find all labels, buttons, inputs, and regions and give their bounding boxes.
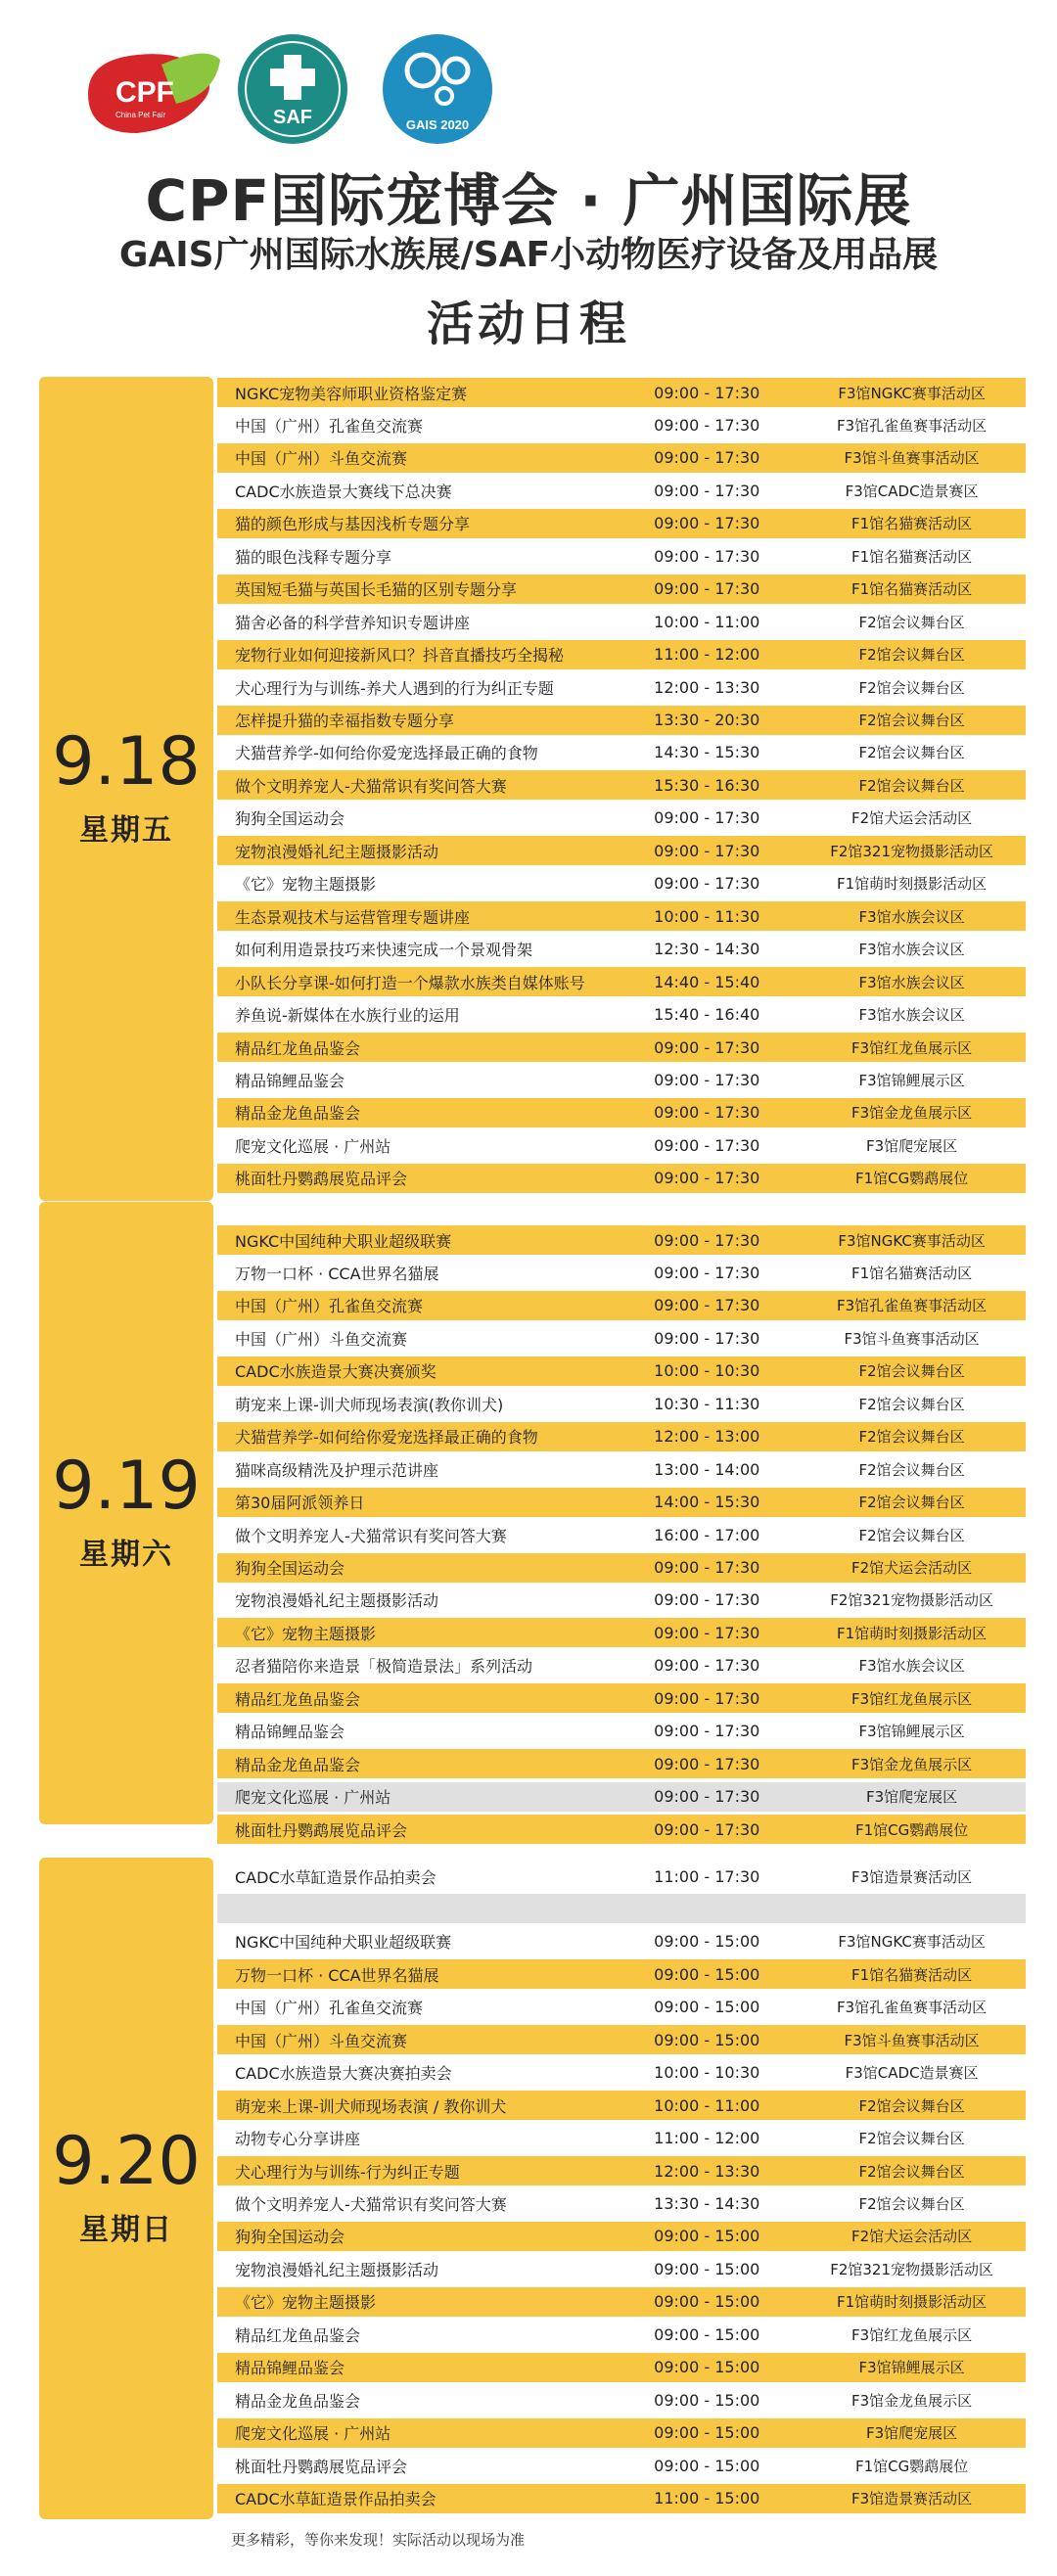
event-row — [217, 1164, 1026, 1193]
event-location: F3馆红龙鱼展示区 — [851, 1689, 973, 1708]
event-row — [217, 1927, 1026, 1956]
event-location: F3馆金龙鱼展示区 — [851, 1755, 973, 1773]
event-row — [217, 640, 1026, 669]
event-location: F2馆会议舞台区 — [858, 1428, 965, 1447]
day-weekday: 星期五 — [79, 813, 173, 848]
event-location: F2馆会议舞台区 — [858, 1362, 965, 1381]
event-name: 爬宠文化巡展 · 广州站 — [235, 1136, 391, 1156]
event-time: 09:00 - 15:00 — [654, 2227, 760, 2246]
event-name: 猫的眼色浅释专题分享 — [235, 547, 392, 567]
event-location: F3馆锦鲤展示区 — [858, 1071, 965, 1089]
event-name: 动物专心分享讲座 — [235, 2130, 361, 2149]
day-date: 9.20 — [52, 2123, 201, 2200]
event-time: 13:00 - 14:00 — [654, 1459, 760, 1479]
event-row — [217, 2156, 1026, 2185]
event-location: F3馆水族会议区 — [858, 1006, 965, 1025]
event-name: NGKC中国纯种犬职业超级联赛 — [235, 1933, 452, 1953]
event-name: 精品锦鲤品鉴会 — [235, 1071, 345, 1090]
event-location: F1馆萌时刻摄影活动区 — [837, 2293, 988, 2312]
event-time: 09:00 - 17:30 — [654, 481, 760, 500]
event-time: 09:00 - 17:30 — [654, 1070, 760, 1089]
day-weekday: 星期日 — [79, 2213, 173, 2247]
event-location: F2馆会议舞台区 — [858, 712, 965, 729]
event-time: 15:30 - 16:30 — [654, 775, 760, 795]
event-location: F2馆会议舞台区 — [858, 744, 965, 762]
event-location: F3馆孔雀鱼赛事活动区 — [837, 1999, 988, 2017]
cpf-logo-text: CPF — [115, 76, 174, 109]
event-name: CADC水族造景大赛线下总决赛 — [235, 482, 452, 501]
event-row — [217, 1815, 1026, 1844]
event-row — [217, 1520, 1026, 1549]
event-time: 09:00 - 15:00 — [654, 2456, 760, 2475]
day-date: 9.18 — [52, 723, 201, 801]
event-location: F1馆名猫赛活动区 — [851, 580, 973, 599]
logo-bar — [0, 27, 1057, 155]
event-row — [217, 2189, 1026, 2219]
event-name: 桃面牡丹鹦鹉展览品评会 — [235, 2457, 408, 2476]
event-time: 09:00 - 17:30 — [654, 415, 760, 435]
event-time: 09:00 - 17:30 — [654, 1328, 760, 1348]
event-name: 精品金龙鱼品鉴会 — [235, 1755, 361, 1774]
event-location: F3馆NGKC赛事活动区 — [838, 1231, 986, 1250]
event-name: 狗狗全国运动会 — [235, 1559, 345, 1578]
event-row — [217, 672, 1026, 702]
event-row — [217, 901, 1026, 931]
event-time: 09:00 - 17:30 — [654, 1037, 760, 1057]
event-name: 中国（广州）斗鱼交流赛 — [235, 1329, 408, 1349]
event-row — [217, 1000, 1026, 1030]
event-location: F3馆水族会议区 — [858, 973, 965, 991]
event-location: F3馆斗鱼赛事活动区 — [844, 449, 980, 468]
event-time: 14:30 - 15:30 — [654, 743, 760, 762]
event-time: 13:30 - 14:30 — [654, 2194, 760, 2213]
event-name: 桃面牡丹鹦鹉展览品评会 — [235, 1170, 408, 1189]
event-time: 16:00 - 17:00 — [654, 1525, 760, 1544]
event-location: F1馆名猫赛活动区 — [851, 1965, 973, 1984]
event-row — [217, 1553, 1026, 1583]
event-row — [217, 1782, 1026, 1812]
event-name: 爬宠文化巡展 · 广州站 — [235, 1788, 391, 1808]
event-location: F2馆会议舞台区 — [858, 646, 965, 665]
event-row — [217, 1323, 1026, 1353]
event-row — [217, 1258, 1026, 1287]
event-location: F2馆会议舞台区 — [858, 1494, 965, 1512]
event-name: 万物一口杯 · CCA世界名猫展 — [235, 1264, 439, 1283]
event-row — [217, 1033, 1026, 1062]
event-row — [217, 1894, 1026, 1923]
event-time: 09:00 - 15:00 — [654, 2423, 760, 2443]
event-location: F3馆孔雀鱼赛事活动区 — [837, 1297, 988, 1315]
event-row — [217, 575, 1026, 604]
event-time: 09:00 - 15:00 — [654, 2324, 760, 2344]
event-time: 09:00 - 17:30 — [654, 383, 760, 402]
event-location: F2馆321宠物摄影活动区 — [830, 842, 993, 860]
event-name: CADC水草缸造景作品拍卖会 — [235, 2490, 437, 2509]
page-title: CPF国际宠博会 · 广州国际展 — [145, 167, 912, 234]
event-row — [217, 706, 1026, 735]
section-title: 活动日程 — [426, 297, 630, 351]
event-time: 09:00 - 17:30 — [654, 1787, 760, 1807]
event-name: 《它》宠物主题摄影 — [235, 875, 377, 895]
event-name: 精品锦鲤品鉴会 — [235, 2359, 345, 2378]
event-row — [217, 541, 1026, 571]
event-row — [217, 1065, 1026, 1094]
event-row — [217, 2418, 1026, 2448]
event-time: 09:00 - 17:30 — [654, 1590, 760, 1610]
event-name: 萌宠来上课-训犬师现场表演(教你训犬) — [235, 1395, 504, 1414]
event-name: 精品红龙鱼品鉴会 — [235, 2325, 361, 2345]
event-location: F3馆锦鲤展示区 — [858, 1723, 965, 1741]
gais-logo-icon — [380, 31, 495, 147]
event-name: 做个文明养宠人-犬猫常识有奖问答大赛 — [235, 2195, 507, 2214]
event-name: 中国（广州）孔雀鱼交流赛 — [235, 416, 424, 436]
event-location: F2馆会议舞台区 — [858, 1395, 965, 1413]
event-name: 狗狗全国运动会 — [235, 2228, 345, 2247]
event-location: F2馆321宠物摄影活动区 — [830, 1591, 993, 1610]
event-name: 猫咪高级精洗及护理示范讲座 — [235, 1460, 439, 1480]
event-time: 09:00 - 17:30 — [654, 1296, 760, 1315]
event-location: F3馆水族会议区 — [858, 907, 965, 926]
event-time: 09:00 - 17:30 — [654, 546, 760, 566]
event-row — [217, 1357, 1026, 1386]
event-row — [217, 1862, 1026, 1891]
event-time: 09:00 - 17:30 — [654, 1656, 760, 1676]
event-name: 中国（广州）孔雀鱼交流赛 — [235, 1999, 424, 2018]
event-name: 宠物行业如何迎接新风口？抖音直播技巧全揭秘 — [235, 646, 565, 666]
event-row — [217, 2353, 1026, 2382]
event-location: F2馆犬运会活动区 — [851, 2228, 973, 2246]
event-name: 中国（广州）斗鱼交流赛 — [235, 2031, 408, 2050]
event-location: F1馆名猫赛活动区 — [851, 515, 973, 533]
event-row — [217, 509, 1026, 538]
event-time: 09:00 - 17:30 — [654, 1754, 760, 1773]
event-location: F3馆爬宠展区 — [866, 2424, 958, 2443]
event-row — [217, 1959, 1026, 1989]
event-name: 生态景观技术与运营管理专题讲座 — [235, 907, 471, 927]
event-row — [217, 1749, 1026, 1778]
event-name: 怎样提升猫的幸福指数专题分享 — [235, 712, 455, 730]
event-row — [217, 2451, 1026, 2480]
event-time: 09:00 - 17:30 — [654, 1263, 760, 1282]
event-location: F2馆会议舞台区 — [858, 2162, 965, 2181]
event-location: F2馆会议舞台区 — [858, 1460, 965, 1479]
event-row — [217, 1618, 1026, 1647]
day-date: 9.19 — [52, 1448, 201, 1525]
event-row — [217, 967, 1026, 996]
day-card — [39, 1858, 213, 2519]
event-time: 09:00 - 17:30 — [654, 579, 760, 599]
event-name: 做个文明养宠人-犬猫常识有奖问答大赛 — [235, 776, 507, 796]
event-time: 09:00 - 15:00 — [654, 2030, 760, 2049]
page-subtitle: GAIS广州国际水族展/SAF小动物医疗设备及用品展 — [118, 235, 939, 275]
event-name: 宠物浪漫婚礼纪主题摄影活动 — [235, 1591, 439, 1611]
event-time: 14:00 - 15:30 — [654, 1493, 760, 1512]
event-time: 09:00 - 17:30 — [654, 448, 760, 468]
event-row — [217, 935, 1026, 964]
event-row — [217, 804, 1026, 833]
event-row — [217, 2058, 1026, 2088]
event-row — [217, 1651, 1026, 1680]
event-location: F1馆CG鹦鹉展位 — [854, 2457, 969, 2475]
event-name: 犬猫营养学-如何给你爱宠选择最正确的食物 — [235, 744, 538, 763]
event-location: F3馆斗鱼赛事活动区 — [844, 2031, 980, 2049]
event-location: F3馆CADC造景赛区 — [845, 2064, 979, 2083]
event-time: 15:40 - 16:40 — [654, 1005, 760, 1025]
event-name: NGKC宠物美容师职业资格鉴定赛 — [235, 384, 468, 403]
event-row — [217, 1717, 1026, 1746]
cpf-logo-icon — [69, 45, 225, 143]
event-location: F1馆名猫赛活动区 — [851, 547, 973, 566]
event-name: 萌宠来上课-训犬师现场表演 / 教你训犬 — [235, 2096, 507, 2116]
saf-logo-icon — [235, 31, 350, 147]
saf-logo-text: SAF — [273, 107, 312, 128]
event-time: 12:00 - 13:30 — [654, 677, 760, 697]
event-name: 精品金龙鱼品鉴会 — [235, 2391, 361, 2411]
footer-note: 更多精彩，等你来发现！实际活动以现场为准 — [231, 2531, 526, 2549]
event-time: 11:00 - 15:00 — [654, 2489, 760, 2508]
event-row — [217, 378, 1026, 407]
event-location: F3馆NGKC赛事活动区 — [838, 384, 986, 402]
event-time: 09:00 - 15:00 — [654, 1932, 760, 1952]
event-location: F2馆321宠物摄影活动区 — [830, 2260, 993, 2278]
event-row — [217, 770, 1026, 800]
event-name: 猫舍必备的科学营养知识专题讲座 — [235, 613, 471, 632]
event-row — [217, 2320, 1026, 2349]
event-time: 13:30 - 20:30 — [654, 711, 760, 729]
event-time: 09:00 - 15:00 — [654, 1964, 760, 1984]
cpf-logo-subtext: China Pet Fair — [115, 111, 166, 119]
event-row — [217, 2025, 1026, 2054]
event-location: F3馆金龙鱼展示区 — [851, 1104, 973, 1123]
event-time: 09:00 - 15:00 — [654, 2292, 760, 2312]
event-name: 精品锦鲤品鉴会 — [235, 1723, 345, 1742]
event-time: 09:00 - 17:30 — [654, 1103, 760, 1123]
event-location: F1馆萌时刻摄影活动区 — [837, 1624, 988, 1642]
event-time: 09:00 - 17:30 — [654, 1558, 760, 1577]
event-name: 万物一口杯 · CCA世界名猫展 — [235, 1965, 439, 1985]
event-location: F2馆犬运会活动区 — [851, 1559, 973, 1577]
event-time: 09:00 - 17:30 — [654, 841, 760, 860]
event-name: 养鱼说-新媒体在水族行业的运用 — [235, 1006, 460, 1026]
event-time: 09:00 - 15:00 — [654, 2358, 760, 2377]
event-time: 10:00 - 11:00 — [654, 2095, 760, 2115]
event-location: F3馆爬宠展区 — [866, 1788, 958, 1807]
event-row — [217, 1993, 1026, 2022]
event-row — [217, 443, 1026, 473]
event-location: F1馆名猫赛活动区 — [851, 1264, 973, 1282]
event-location: F3馆斗鱼赛事活动区 — [844, 1329, 980, 1348]
event-time: 09:00 - 17:30 — [654, 808, 760, 828]
event-location: F2馆会议舞台区 — [858, 2130, 965, 2148]
event-name: 猫的颜色形成与基因浅析专题分享 — [235, 515, 471, 534]
day-card — [39, 1202, 213, 1824]
event-row — [217, 2222, 1026, 2251]
event-time: 11:00 - 12:00 — [654, 645, 760, 665]
event-row — [217, 1422, 1026, 1451]
event-time: 10:00 - 10:30 — [654, 2063, 760, 2083]
event-time: 10:00 - 11:00 — [654, 612, 760, 631]
event-row — [217, 1291, 1026, 1320]
event-time: 09:00 - 17:30 — [654, 1722, 760, 1741]
event-name: CADC水族造景大赛决赛颁奖 — [235, 1362, 437, 1382]
event-name: CADC水草缸造景作品拍卖会 — [235, 1867, 437, 1887]
event-location: F3馆造景赛活动区 — [851, 1867, 973, 1886]
event-name: 做个文明养宠人-犬猫常识有奖问答大赛 — [235, 1526, 507, 1545]
event-location: F3馆水族会议区 — [858, 1657, 965, 1676]
event-row — [217, 2385, 1026, 2415]
event-name: 第30届阿派领养日 — [235, 1494, 365, 1513]
gais-logo-text: GAIS 2020 — [405, 117, 470, 132]
event-time: 09:00 - 17:30 — [654, 1169, 760, 1188]
event-row — [217, 1130, 1026, 1160]
event-row — [217, 410, 1026, 439]
event-name: 精品红龙鱼品鉴会 — [235, 1038, 361, 1058]
event-location: F3馆红龙鱼展示区 — [851, 2325, 973, 2344]
event-name: 精品红龙鱼品鉴会 — [235, 1689, 361, 1709]
event-time: 11:00 - 17:30 — [654, 1866, 760, 1886]
event-row — [217, 1586, 1026, 1615]
event-name: 《它》宠物主题摄影 — [235, 2293, 377, 2313]
event-row — [217, 869, 1026, 898]
event-location: F2馆会议舞台区 — [858, 678, 965, 697]
event-name: 犬心理行为与训练-养犬人遇到的行为纠正专题 — [235, 678, 554, 698]
event-location: F3馆NGKC赛事活动区 — [838, 1933, 986, 1952]
event-location: F3馆造景赛活动区 — [851, 2490, 973, 2508]
event-time: 09:00 - 17:30 — [654, 1230, 760, 1250]
event-row — [217, 738, 1026, 767]
event-name: NGKC中国纯种犬职业超级联赛 — [235, 1231, 452, 1251]
event-row — [217, 836, 1026, 865]
event-time: 09:00 - 17:30 — [654, 1688, 760, 1708]
event-location: F3馆锦鲤展示区 — [858, 2359, 965, 2377]
event-time: 09:00 - 17:30 — [654, 1135, 760, 1155]
event-location: F1馆CG鹦鹉展位 — [854, 1820, 969, 1839]
event-location: F3馆红龙鱼展示区 — [851, 1038, 973, 1057]
event-name: 宠物浪漫婚礼纪主题摄影活动 — [235, 2260, 439, 2279]
event-time: 12:00 - 13:00 — [654, 1427, 760, 1447]
event-name: 《它》宠物主题摄影 — [235, 1624, 377, 1643]
event-location: F3馆CADC造景赛区 — [845, 482, 979, 500]
event-time: 09:00 - 15:00 — [654, 2259, 760, 2278]
event-row — [217, 1454, 1026, 1484]
event-name: 英国短毛猫与英国长毛猫的区别专题分享 — [235, 580, 518, 600]
event-name: CADC水族造景大赛决赛拍卖会 — [235, 2064, 452, 2084]
event-time: 11:00 - 12:00 — [654, 2129, 760, 2148]
event-row — [217, 1488, 1026, 1517]
event-name: 狗狗全国运动会 — [235, 809, 345, 829]
event-time: 09:00 - 15:00 — [654, 2390, 760, 2410]
day-weekday: 星期六 — [79, 1538, 173, 1572]
event-time: 09:00 - 15:00 — [654, 1998, 760, 2017]
event-row — [217, 2484, 1026, 2513]
event-time: 09:00 - 17:30 — [654, 1623, 760, 1642]
event-time: 12:00 - 13:30 — [654, 2161, 760, 2181]
event-row — [217, 2124, 1026, 2153]
event-time: 09:00 - 17:30 — [654, 1819, 760, 1839]
event-name: 如何利用造景技巧来快速完成一个景观骨架 — [235, 941, 533, 960]
event-row — [217, 2254, 1026, 2283]
event-location: F3馆孔雀鱼赛事活动区 — [837, 416, 988, 435]
event-row — [217, 607, 1026, 636]
event-location: F2馆犬运会活动区 — [851, 809, 973, 828]
event-row — [217, 2091, 1026, 2120]
event-name: 宠物浪漫婚礼纪主题摄影活动 — [235, 842, 439, 861]
event-location: F1馆萌时刻摄影活动区 — [837, 875, 988, 894]
event-name: 精品金龙鱼品鉴会 — [235, 1104, 361, 1124]
event-name: 中国（广州）孔雀鱼交流赛 — [235, 1297, 424, 1316]
event-location: F3馆爬宠展区 — [866, 1136, 958, 1155]
event-location: F2馆会议舞台区 — [858, 1526, 965, 1544]
event-row — [217, 476, 1026, 505]
day-card — [39, 377, 213, 1201]
event-row — [217, 1098, 1026, 1127]
event-time: 14:40 - 15:40 — [654, 972, 760, 991]
event-location: F1馆CG鹦鹉展位 — [854, 1170, 969, 1188]
event-name: 犬心理行为与训练-行为纠正专题 — [235, 2162, 460, 2182]
event-time: 10:00 - 11:30 — [654, 906, 760, 926]
event-time: 10:30 - 11:30 — [654, 1394, 760, 1413]
event-location: F3馆金龙鱼展示区 — [851, 2391, 973, 2410]
event-row — [217, 1225, 1026, 1255]
event-name: 犬猫营养学-如何给你爱宠选择最正确的食物 — [235, 1428, 538, 1448]
event-name: 爬宠文化巡展 · 广州站 — [235, 2424, 391, 2444]
event-name: 忍者猫陪你来造景「极简造景法」系列活动 — [235, 1657, 533, 1677]
event-location: F2馆会议舞台区 — [858, 2096, 965, 2115]
event-row — [217, 1389, 1026, 1418]
event-time: 09:00 - 17:30 — [654, 514, 760, 533]
event-name: 小队长分享课-如何打造一个爆款水族类自媒体账号 — [235, 973, 585, 992]
event-name: 中国（广州）斗鱼交流赛 — [235, 449, 408, 469]
event-location: F3馆水族会议区 — [858, 941, 965, 959]
event-time: 09:00 - 17:30 — [654, 874, 760, 894]
event-time: 12:30 - 14:30 — [654, 940, 760, 959]
event-row — [217, 1683, 1026, 1713]
event-row — [217, 2287, 1026, 2317]
event-name: 桃面牡丹鹦鹉展览品评会 — [235, 1820, 408, 1840]
event-location: F2馆会议舞台区 — [858, 2195, 965, 2213]
event-time: 10:00 - 10:30 — [654, 1361, 760, 1381]
event-location: F2馆会议舞台区 — [858, 613, 965, 631]
event-location: F2馆会议舞台区 — [858, 776, 965, 795]
